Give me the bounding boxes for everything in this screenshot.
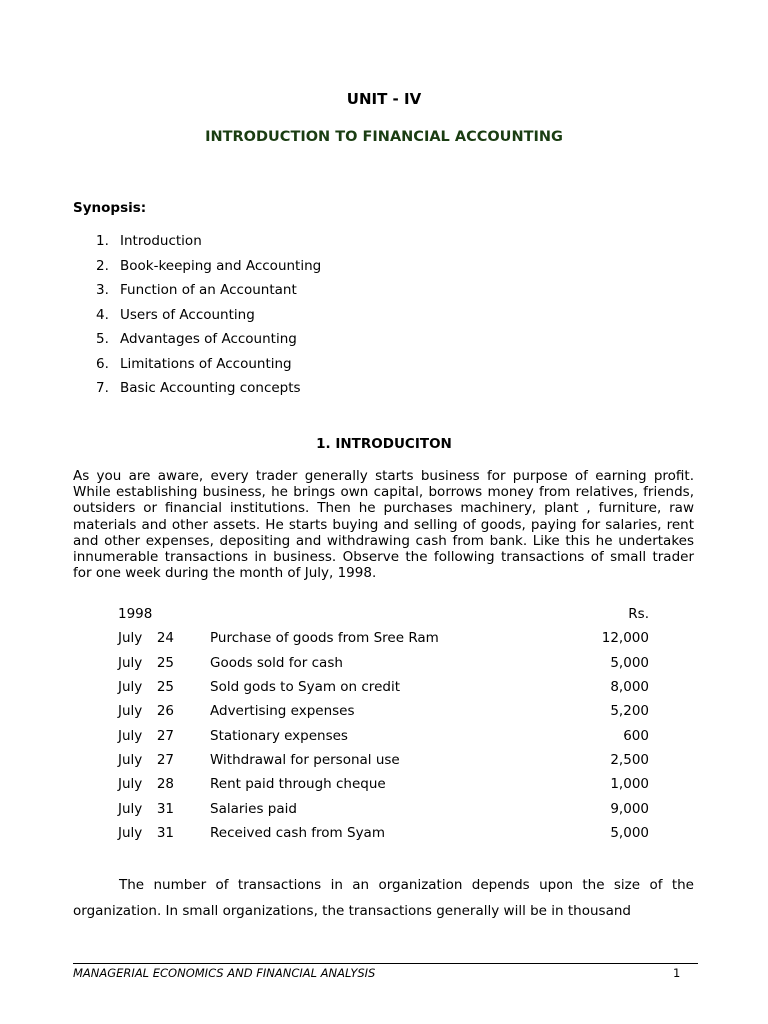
synopsis-item-label: Book-keeping and Accounting (120, 257, 322, 274)
synopsis-item-number: 3. (96, 282, 109, 298)
transactions-table (118, 604, 649, 847)
transaction-day: 31 (156, 825, 174, 842)
table-row (118, 701, 649, 725)
synopsis-item (96, 306, 321, 331)
synopsis-list (96, 232, 321, 404)
synopsis-item-number: 2. (96, 257, 109, 274)
synopsis-item (96, 330, 321, 355)
transaction-day: 31 (156, 800, 174, 817)
transaction-day: 25 (156, 654, 174, 671)
transaction-month: July (118, 752, 143, 769)
transaction-amount: 1,000 (610, 776, 649, 793)
synopsis-item-number: 4. (96, 306, 109, 323)
page-title: INTRODUCTION TO FINANCIAL ACCOUNTING (205, 129, 563, 145)
transaction-amount: 8,000 (610, 679, 649, 696)
synopsis-item-number: 7. (96, 380, 109, 396)
transaction-day: 27 (156, 727, 174, 744)
transaction-month: July (118, 727, 143, 744)
transaction-day: 26 (156, 703, 174, 720)
synopsis-item-label: Users of Accounting (120, 306, 255, 323)
synopsis-item (96, 281, 321, 306)
transaction-month: July (118, 776, 143, 793)
transaction-description: Sold gods to Syam on credit (210, 679, 400, 696)
transaction-day: 24 (156, 630, 174, 647)
transaction-description: Rent paid through cheque (210, 776, 386, 793)
transaction-day: 25 (156, 679, 174, 696)
table-row (118, 628, 649, 652)
unit-title: UNIT - IV (346, 90, 422, 108)
table-row (118, 726, 649, 750)
currency-label: Rs. (628, 606, 649, 622)
table-row (118, 677, 649, 701)
footer-divider (73, 963, 698, 964)
synopsis-item-label: Basic Accounting concepts (120, 380, 301, 396)
transaction-month: July (118, 703, 143, 720)
synopsis-item-number: 5. (96, 331, 109, 347)
transactions-header-row (118, 604, 649, 628)
transaction-month: July (118, 654, 143, 671)
transaction-day: 28 (156, 776, 174, 793)
table-row (118, 750, 649, 774)
transaction-description: Stationary expenses (210, 727, 348, 744)
synopsis-item (96, 257, 321, 282)
transaction-amount: 12,000 (601, 630, 649, 647)
table-row (118, 799, 649, 823)
transaction-description: Advertising expenses (210, 703, 355, 720)
table-row (118, 823, 649, 847)
intro-paragraph: As you are aware, every trader generally starts business for purpose of earning profit. While establishing business, he brings own capital, borrows money from relatives, friends, outsiders or financial institutions. Then he purchases machinery, plant , furniture, raw materials and other assets. He starts buying and selling of goods, paying for salaries, rent and other expenses, depositing and withdrawing cash from bank. Like this he undertakes innumerable transactions in business. Observe the following transactions of small trader for one week during the month of July, 1998. (73, 468, 694, 582)
transaction-description: Salaries paid (210, 800, 297, 817)
table-row (118, 653, 649, 677)
synopsis-item-number: 1. (96, 233, 109, 249)
transaction-amount: 5,200 (610, 703, 649, 720)
synopsis-item-label: Introduction (120, 233, 202, 249)
transaction-description: Withdrawal for personal use (210, 752, 400, 769)
closing-paragraph: The number of transactions in an organization depends upon the size of the organization. In small organizations, the transactions generally will be in thousand (73, 877, 694, 919)
transaction-amount: 600 (623, 727, 649, 744)
transaction-amount: 2,500 (610, 752, 649, 769)
transaction-description: Purchase of goods from Sree Ram (210, 630, 439, 647)
synopsis-item-label: Limitations of Accounting (120, 355, 292, 372)
transaction-amount: 9,000 (610, 800, 649, 817)
transaction-description: Goods sold for cash (210, 654, 343, 671)
synopsis-item (96, 379, 321, 404)
synopsis-heading: Synopsis: (73, 200, 147, 216)
synopsis-item (96, 355, 321, 380)
page-number: 1 (673, 966, 681, 980)
synopsis-item-label: Advantages of Accounting (120, 331, 297, 347)
transaction-amount: 5,000 (610, 825, 649, 842)
footer-title: MANAGERIAL ECONOMICS AND FINANCIAL ANALYSIS (73, 966, 376, 980)
synopsis-item (96, 232, 321, 257)
table-row (118, 774, 649, 798)
transaction-month: July (118, 679, 143, 696)
section-heading: 1. INTRODUCITON (316, 436, 452, 452)
transaction-month: July (118, 630, 143, 647)
synopsis-item-label: Function of an Accountant (120, 282, 297, 298)
transaction-amount: 5,000 (610, 654, 649, 671)
synopsis-item-number: 6. (96, 355, 109, 372)
transaction-description: Received cash from Syam (210, 825, 385, 842)
transactions-year: 1998 (118, 606, 153, 622)
transaction-month: July (118, 825, 143, 842)
transaction-month: July (118, 800, 143, 817)
transaction-day: 27 (156, 752, 174, 769)
